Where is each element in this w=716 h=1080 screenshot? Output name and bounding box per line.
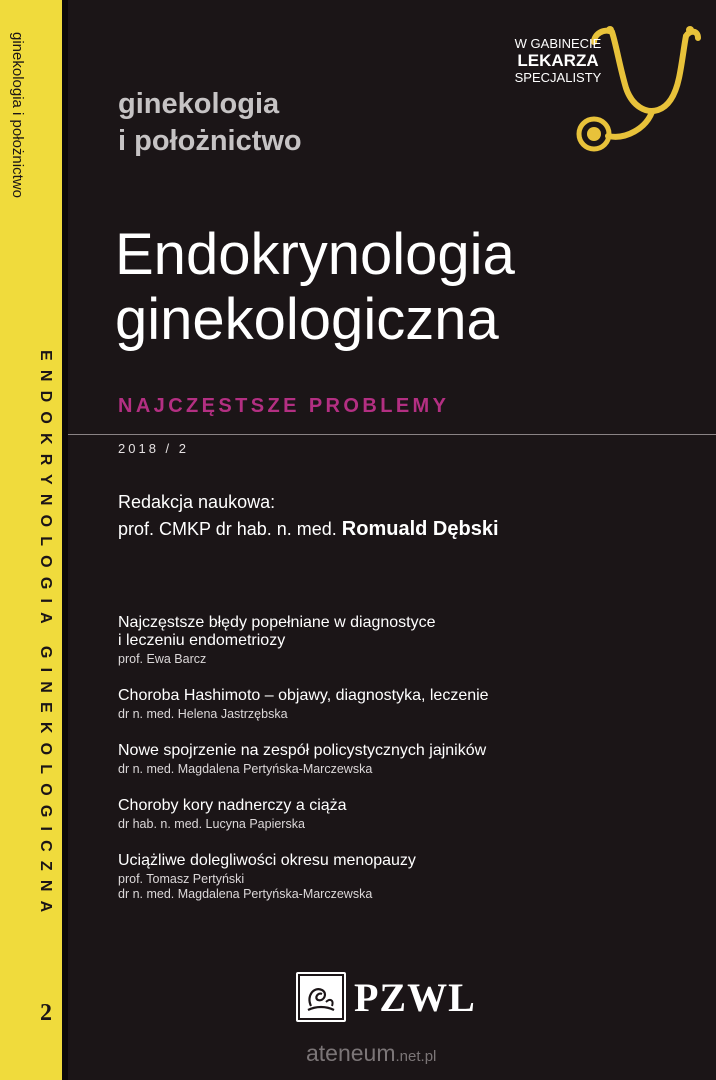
book-title: [115, 222, 515, 352]
editor-title: prof. CMKP dr hab. n. med.: [118, 519, 337, 539]
publisher-name: PZWL: [354, 975, 476, 1020]
article-item: [118, 687, 678, 722]
article-item: [118, 742, 678, 777]
issue-label: 2018 / 2: [118, 441, 189, 456]
article-item: [118, 852, 678, 902]
series-badge: [476, 18, 706, 168]
article-author: dr n. med. Magdalena Pertyńska-Marczewska: [118, 762, 373, 776]
article-title-line: Choroba Hashimoto – objawy, diagnostyka, leczenie: [118, 687, 489, 704]
article-authors: [118, 817, 678, 832]
badge-line-2: LEKARZA: [517, 51, 599, 70]
article-item: [118, 797, 678, 832]
editor-block: [118, 489, 499, 543]
series-title-line-2: i położnictwo: [118, 125, 302, 157]
article-author: dr n. med. Helena Jastrzębska: [118, 707, 288, 721]
article-title: [118, 797, 678, 815]
spine-issue-number: 2: [40, 1000, 52, 1026]
watermark-main: ateneum: [306, 1040, 396, 1066]
book-title-line-2: ginekologiczna: [115, 287, 499, 352]
article-item: [118, 614, 678, 667]
badge-line-1: W GABINECIE: [514, 36, 602, 51]
article-title: [118, 687, 678, 705]
article-title-line: Uciążliwe dolegliwości okresu menopauzy: [118, 852, 416, 869]
article-authors: [118, 762, 678, 777]
swan-logo-icon: [296, 972, 346, 1022]
article-authors: [118, 652, 678, 667]
article-author: dr hab. n. med. Lucyna Papierska: [118, 817, 305, 831]
article-title-line: Najczęstsze błędy popełniane w diagnostyce: [118, 614, 436, 631]
book-subtitle: NAJCZĘSTSZE PROBLEMY: [118, 395, 450, 417]
article-title-line: Nowe spojrzenie na zespół policystycznych jajników: [118, 742, 487, 759]
article-title: [118, 614, 678, 650]
spine-divider: [62, 0, 68, 1080]
series-title-line-1: ginekologia: [118, 88, 280, 120]
article-author: dr n. med. Magdalena Pertyńska-Marczewska: [118, 887, 373, 901]
spine-series-text: [6, 32, 32, 292]
article-list: [118, 614, 678, 922]
article-title-line: i leczeniu endometriozy: [118, 632, 286, 649]
book-spine: [0, 0, 62, 1080]
article-author: prof. Tomasz Pertyński: [118, 872, 245, 886]
article-title-line: Choroby kory nadnerczy a ciąża: [118, 797, 347, 814]
editor-label: Redakcja naukowa:: [118, 492, 276, 512]
editor-line: [118, 516, 499, 543]
series-title: [118, 86, 302, 160]
badge-line-3: SPECJALISTY: [514, 70, 602, 85]
spine-title-text: [34, 350, 60, 922]
spine-series-label: ginekologia i położnictwo: [9, 32, 26, 198]
badge-text: [503, 36, 613, 85]
watermark: [306, 1040, 436, 1067]
article-title: [118, 852, 678, 870]
divider-line: [68, 434, 716, 435]
spine-title-label: ENDOKRYNOLOGIA GINEKOLOGICZNA: [37, 350, 54, 922]
article-title: [118, 742, 678, 760]
article-authors: [118, 707, 678, 722]
article-authors: [118, 872, 678, 902]
watermark-suffix: .net.pl: [395, 1048, 437, 1065]
article-author: prof. Ewa Barcz: [118, 652, 207, 666]
book-title-line-1: Endokrynologia: [115, 222, 515, 287]
editor-name: Romuald Dębski: [341, 518, 499, 540]
